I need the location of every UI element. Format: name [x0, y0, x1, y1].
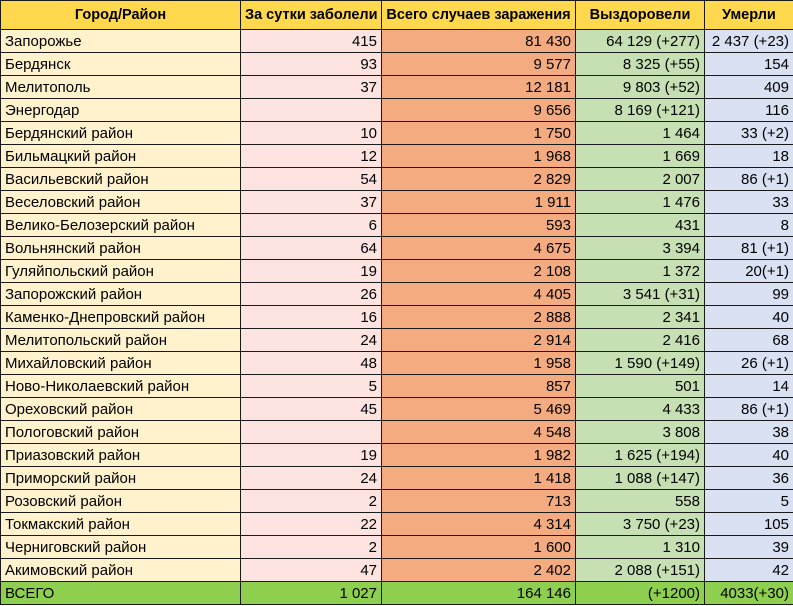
header-deaths[interactable]: Умерли [705, 1, 793, 30]
total-cases-cell[interactable]: 4 675 [382, 237, 576, 260]
table-row [1, 53, 793, 76]
total-cases-cell[interactable]: 713 [382, 490, 576, 513]
deaths-cell[interactable]: 116 [705, 99, 793, 122]
total-city-cell[interactable]: ВСЕГО [1, 582, 241, 605]
table-row [1, 329, 793, 352]
new-cases-cell[interactable]: 26 [241, 283, 382, 306]
city-cell[interactable]: Веселовский район [1, 191, 241, 214]
deaths-cell[interactable]: 38 [705, 421, 793, 444]
recovered-cell[interactable]: 9 803 (+52) [576, 76, 705, 99]
total-cases-cell[interactable]: 1 600 [382, 536, 576, 559]
deaths-cell[interactable]: 40 [705, 306, 793, 329]
recovered-cell[interactable]: 2 007 [576, 168, 705, 191]
table-row [1, 168, 793, 191]
deaths-cell[interactable]: 42 [705, 559, 793, 582]
total-cases-cell[interactable]: 9 656 [382, 99, 576, 122]
header-recovered[interactable]: Выздоровели [576, 1, 705, 30]
city-cell[interactable]: Велико-Белозерский район [1, 214, 241, 237]
city-cell[interactable]: Каменко-Днепровский район [1, 306, 241, 329]
new-cases-cell[interactable]: 48 [241, 352, 382, 375]
deaths-cell[interactable]: 18 [705, 145, 793, 168]
total-cases-cell[interactable]: 2 108 [382, 260, 576, 283]
recovered-cell[interactable]: 1 372 [576, 260, 705, 283]
new-cases-cell[interactable]: 19 [241, 260, 382, 283]
recovered-cell[interactable]: 8 325 (+55) [576, 53, 705, 76]
city-cell[interactable]: Бердянск [1, 53, 241, 76]
city-cell[interactable]: Васильевский район [1, 168, 241, 191]
total-cases-cell[interactable]: 1 418 [382, 467, 576, 490]
recovered-cell[interactable]: 1 590 (+149) [576, 352, 705, 375]
total-cases-cell[interactable]: 4 548 [382, 421, 576, 444]
city-cell[interactable]: Приазовский район [1, 444, 241, 467]
deaths-cell[interactable]: 33 [705, 191, 793, 214]
header-total-cases[interactable]: Всего случаев заражения [382, 1, 576, 30]
total-cases-cell[interactable]: 81 430 [382, 30, 576, 53]
recovered-cell[interactable]: 1 310 [576, 536, 705, 559]
header-city[interactable]: Город/Район [1, 1, 241, 30]
city-cell[interactable]: Ореховский район [1, 398, 241, 421]
city-cell[interactable]: Мелитополь [1, 76, 241, 99]
table-row [1, 76, 793, 99]
header-row [1, 1, 793, 30]
new-cases-cell[interactable]: 24 [241, 329, 382, 352]
city-cell[interactable]: Акимовский район [1, 559, 241, 582]
new-cases-cell[interactable]: 47 [241, 559, 382, 582]
total-cases-cell[interactable]: 1 958 [382, 352, 576, 375]
city-cell[interactable]: Запорожье [1, 30, 241, 53]
total-cases-cell[interactable]: 1 911 [382, 191, 576, 214]
deaths-cell[interactable]: 81 (+1) [705, 237, 793, 260]
deaths-cell[interactable]: 39 [705, 536, 793, 559]
table-row [1, 375, 793, 398]
deaths-cell[interactable]: 40 [705, 444, 793, 467]
table-row [1, 237, 793, 260]
table-row [1, 536, 793, 559]
recovered-cell[interactable]: 4 433 [576, 398, 705, 421]
recovered-cell[interactable]: 1 088 (+147) [576, 467, 705, 490]
deaths-cell[interactable]: 26 (+1) [705, 352, 793, 375]
deaths-cell[interactable]: 36 [705, 467, 793, 490]
recovered-cell[interactable]: 3 750 (+23) [576, 513, 705, 536]
recovered-cell[interactable]: 2 416 [576, 329, 705, 352]
recovered-cell[interactable]: 501 [576, 375, 705, 398]
total-recovered-cell[interactable]: (+1200) [576, 582, 705, 605]
new-cases-cell[interactable]: 10 [241, 122, 382, 145]
table-row [1, 99, 793, 122]
table-row [1, 352, 793, 375]
deaths-cell[interactable]: 86 (+1) [705, 398, 793, 421]
recovered-cell[interactable]: 1 625 (+194) [576, 444, 705, 467]
city-cell[interactable]: Ново-Николаевский район [1, 375, 241, 398]
header-new-cases[interactable]: За сутки заболели [241, 1, 382, 30]
new-cases-cell[interactable]: 37 [241, 191, 382, 214]
table-row [1, 306, 793, 329]
table-row [1, 467, 793, 490]
table-row [1, 513, 793, 536]
new-cases-cell[interactable]: 5 [241, 375, 382, 398]
new-cases-cell[interactable]: 64 [241, 237, 382, 260]
table-row [1, 214, 793, 237]
total-cases-cell[interactable]: 5 469 [382, 398, 576, 421]
total-cases-cell[interactable]: 2 888 [382, 306, 576, 329]
deaths-cell[interactable]: 86 (+1) [705, 168, 793, 191]
table-row [1, 421, 793, 444]
city-cell[interactable]: Токмакский район [1, 513, 241, 536]
city-cell[interactable]: Запорожский район [1, 283, 241, 306]
new-cases-cell[interactable]: 415 [241, 30, 382, 53]
new-cases-cell[interactable] [241, 421, 382, 444]
deaths-cell[interactable]: 105 [705, 513, 793, 536]
total-cases-cell[interactable]: 2 829 [382, 168, 576, 191]
city-cell[interactable]: Приморский район [1, 467, 241, 490]
deaths-cell[interactable]: 8 [705, 214, 793, 237]
table-row [1, 283, 793, 306]
deaths-cell[interactable]: 2 437 (+23) [705, 30, 793, 53]
deaths-cell[interactable]: 68 [705, 329, 793, 352]
recovered-cell[interactable]: 558 [576, 490, 705, 513]
recovered-cell[interactable]: 3 541 (+31) [576, 283, 705, 306]
city-cell[interactable]: Энергодар [1, 99, 241, 122]
total-cases-cell[interactable]: 12 181 [382, 76, 576, 99]
deaths-cell[interactable]: 409 [705, 76, 793, 99]
total-cases-cell[interactable]: 1 982 [382, 444, 576, 467]
total-cases-cell[interactable]: 857 [382, 375, 576, 398]
new-cases-cell[interactable]: 22 [241, 513, 382, 536]
table-body [1, 30, 793, 605]
recovered-cell[interactable]: 1 464 [576, 122, 705, 145]
deaths-cell[interactable]: 154 [705, 53, 793, 76]
table-row [1, 145, 793, 168]
table-row [1, 398, 793, 421]
total-new-cases-cell[interactable]: 1 027 [241, 582, 382, 605]
table-row [1, 191, 793, 214]
new-cases-cell[interactable]: 24 [241, 467, 382, 490]
new-cases-cell[interactable]: 19 [241, 444, 382, 467]
recovered-cell[interactable]: 431 [576, 214, 705, 237]
table-row [1, 122, 793, 145]
city-cell[interactable]: Михайловский район [1, 352, 241, 375]
new-cases-cell[interactable]: 54 [241, 168, 382, 191]
recovered-cell[interactable]: 64 129 (+277) [576, 30, 705, 53]
new-cases-cell[interactable]: 37 [241, 76, 382, 99]
recovered-cell[interactable]: 2 088 (+151) [576, 559, 705, 582]
total-cases-cell[interactable]: 4 405 [382, 283, 576, 306]
total-cases-cell[interactable]: 593 [382, 214, 576, 237]
deaths-cell[interactable]: 14 [705, 375, 793, 398]
table-row [1, 490, 793, 513]
recovered-cell[interactable]: 1 669 [576, 145, 705, 168]
new-cases-cell[interactable]: 2 [241, 536, 382, 559]
recovered-cell[interactable]: 8 169 (+121) [576, 99, 705, 122]
city-cell[interactable]: Бильмацкий район [1, 145, 241, 168]
city-cell[interactable]: Розовский район [1, 490, 241, 513]
table-row [1, 260, 793, 283]
total-cases-cell[interactable]: 2 402 [382, 559, 576, 582]
city-cell[interactable]: Вольнянский район [1, 237, 241, 260]
city-cell[interactable]: Бердянский район [1, 122, 241, 145]
total-cases-cell[interactable]: 1 750 [382, 122, 576, 145]
recovered-cell[interactable]: 1 476 [576, 191, 705, 214]
total-cases-cell[interactable]: 4 314 [382, 513, 576, 536]
recovered-cell[interactable]: 3 394 [576, 237, 705, 260]
new-cases-cell[interactable]: 45 [241, 398, 382, 421]
city-cell[interactable]: Гуляйпольский район [1, 260, 241, 283]
deaths-cell[interactable]: 5 [705, 490, 793, 513]
city-cell[interactable]: Мелитопольский район [1, 329, 241, 352]
total-deaths-cell[interactable]: 4033(+30) [705, 582, 793, 605]
total-total-cases-cell[interactable]: 164 146 [382, 582, 576, 605]
recovered-cell[interactable]: 2 341 [576, 306, 705, 329]
new-cases-cell[interactable]: 12 [241, 145, 382, 168]
deaths-cell[interactable]: 20(+1) [705, 260, 793, 283]
total-row [1, 582, 793, 605]
new-cases-cell[interactable]: 2 [241, 490, 382, 513]
recovered-cell[interactable]: 3 808 [576, 421, 705, 444]
total-cases-cell[interactable]: 9 577 [382, 53, 576, 76]
city-cell[interactable]: Черниговский район [1, 536, 241, 559]
new-cases-cell[interactable] [241, 99, 382, 122]
new-cases-cell[interactable]: 93 [241, 53, 382, 76]
table-row [1, 559, 793, 582]
new-cases-cell[interactable]: 6 [241, 214, 382, 237]
new-cases-cell[interactable]: 16 [241, 306, 382, 329]
table-row [1, 30, 793, 53]
city-cell[interactable]: Пологовский район [1, 421, 241, 444]
deaths-cell[interactable]: 33 (+2) [705, 122, 793, 145]
deaths-cell[interactable]: 99 [705, 283, 793, 306]
table-row [1, 444, 793, 467]
total-cases-cell[interactable]: 1 968 [382, 145, 576, 168]
total-cases-cell[interactable]: 2 914 [382, 329, 576, 352]
